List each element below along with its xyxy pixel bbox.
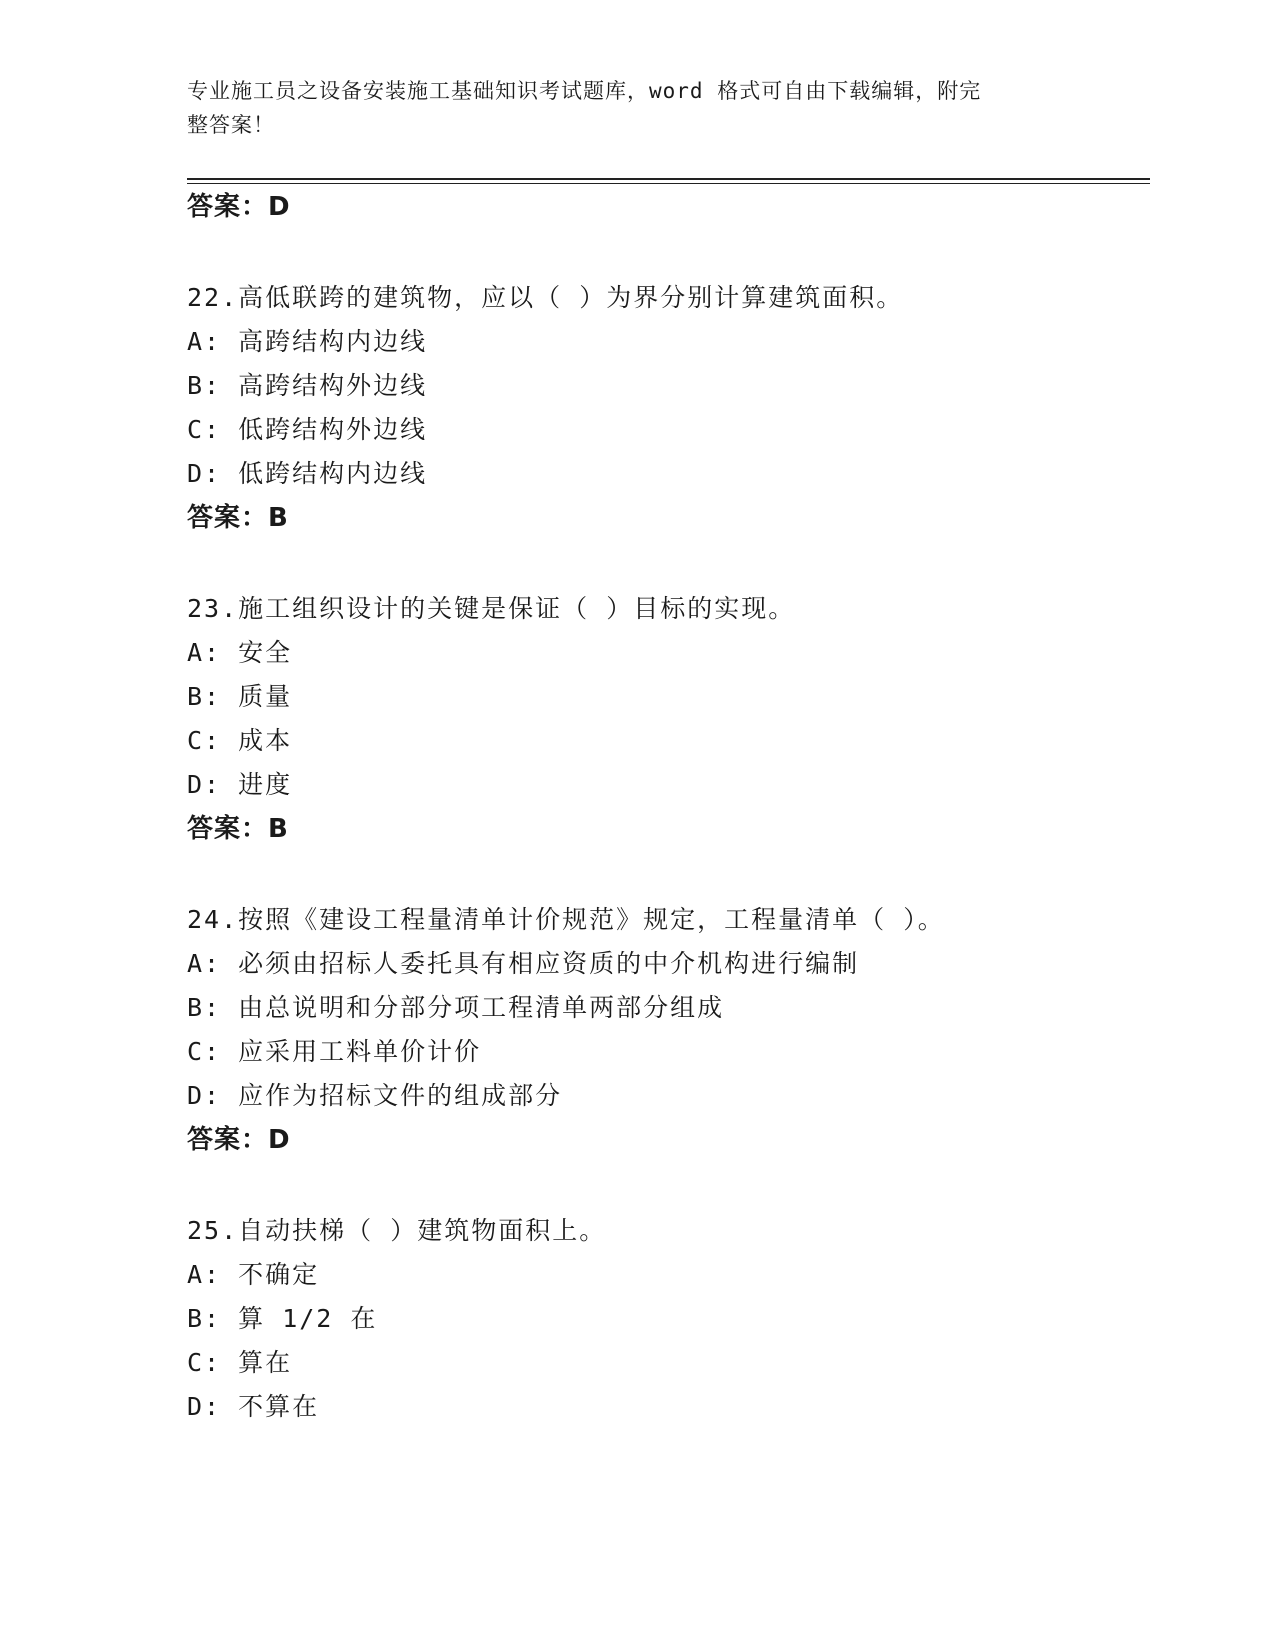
option-25-c: C: 算在 [187, 1348, 293, 1377]
option-23-c: C: 成本 [187, 726, 293, 755]
option-24-c: C: 应采用工料单价计价 [187, 1037, 482, 1066]
option-22-b: B: 高跨结构外边线 [187, 371, 428, 400]
header-line-2: 整答案！ [187, 113, 275, 137]
header-rule-thin [187, 183, 1150, 184]
answer-23: 答案：B [187, 814, 289, 844]
option-24-b: B: 由总说明和分部分项工程清单两部分组成 [187, 993, 725, 1022]
option-25-d: D: 不算在 [187, 1392, 320, 1421]
option-25-a: A: 不确定 [187, 1260, 320, 1289]
option-22-c: C: 低跨结构外边线 [187, 415, 428, 444]
option-25-b: B: 算 1/2 在 [187, 1304, 378, 1333]
option-22-a: A: 高跨结构内边线 [187, 327, 428, 356]
option-24-a: A: 必须由招标人委托具有相应资质的中介机构进行编制 [187, 949, 860, 978]
question-24: 24.按照《建设工程量清单计价规范》规定，工程量清单（ ）。 [187, 905, 945, 934]
question-25: 25.自动扶梯（ ）建筑物面积上。 [187, 1216, 607, 1245]
header-line-1: 专业施工员之设备安装施工基础知识考试题库，word 格式可自由下载编辑，附完 [187, 79, 982, 103]
option-24-d: D: 应作为招标文件的组成部分 [187, 1081, 563, 1110]
question-22: 22.高低联跨的建筑物，应以（ ）为界分别计算建筑面积。 [187, 283, 904, 312]
option-23-b: B: 质量 [187, 682, 293, 711]
option-22-d: D: 低跨结构内边线 [187, 459, 428, 488]
header-rule-thick [187, 178, 1150, 180]
answer-22: 答案：B [187, 503, 289, 533]
option-23-d: D: 进度 [187, 770, 293, 799]
document-header [187, 74, 1067, 142]
option-23-a: A: 安全 [187, 638, 293, 667]
answer-21: 答案：D [187, 192, 291, 222]
answer-24: 答案：D [187, 1125, 291, 1155]
question-23: 23.施工组织设计的关键是保证（ ）目标的实现。 [187, 594, 796, 623]
